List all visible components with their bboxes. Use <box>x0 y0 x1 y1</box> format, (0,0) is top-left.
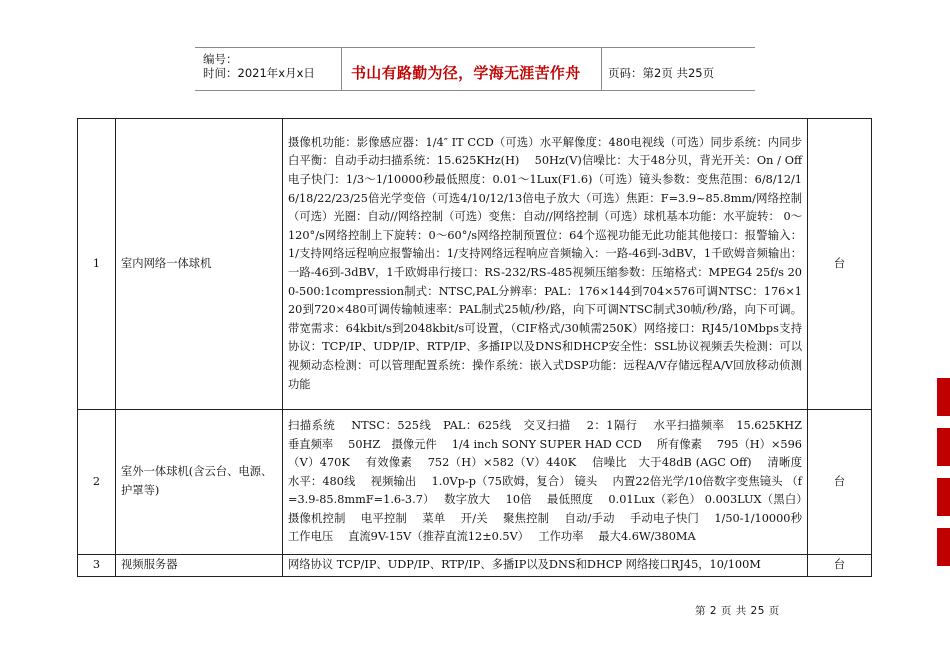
table-row <box>78 410 872 555</box>
item-name: 室外一体球机(含云台、电源、护罩等) <box>116 410 283 555</box>
header-meta <box>203 52 315 80</box>
margin-mark <box>937 528 950 566</box>
header-page-info: 页码：第2页 共25页 <box>608 66 715 80</box>
header-divider-right <box>601 47 602 91</box>
item-name: 室内网络一体球机 <box>116 119 283 410</box>
row-number: 1 <box>78 119 116 410</box>
header-divider-left <box>341 47 342 91</box>
item-name: 视频服务器 <box>116 555 283 577</box>
header-motto: 书山有路勤为径，学海无涯苦作舟 <box>351 64 581 82</box>
item-unit: 台 <box>808 119 872 410</box>
margin-mark <box>937 378 950 416</box>
header-top-rule <box>195 47 755 48</box>
table-row <box>78 555 872 577</box>
date-label: 时间：2021年x月x日 <box>203 66 315 80</box>
row-number: 3 <box>78 555 116 577</box>
row-number: 2 <box>78 410 116 555</box>
item-unit: 台 <box>808 410 872 555</box>
header-bottom-rule <box>195 90 755 91</box>
item-spec: 网络协议 TCP/IP、UDP/IP、RTP/IP、多播IP以及DNS和DHCP 网络接口RJ45，10/100M <box>283 555 808 577</box>
margin-mark <box>937 478 950 516</box>
item-spec: 扫描系统 NTSC：525线 PAL：625线 交叉扫描 2：1隔行 水平扫描频率 15.625KHZ 垂直频率 50HZ 摄像元件 1/4 inch SONY SUPER HAD CCD 所有像素 795（H）×596（V）470K 有效像素 752（H）×582（V）440K 信噪比 大于48dB (AGC Off) 清晰度 水平：480线 视频输出 1.0Vp-p（75欧姆，复合） 镜头 内置22倍光学/10倍数字变焦镜头 （f=3.9-85.8mmF=1.6-3.7） 数字放大 10倍 最低照度 0.01Lux（彩色） 0.003LUX（黑白） 摄像机控制 电平控制 菜单 开/关 聚焦控制 自动/手动 手动电子快门 1/50-1/10000秒工作电压 直流9V-15V（推荐直流12±0.5V） 工作功率 最大4.6W/380MA <box>283 410 808 555</box>
item-spec: 摄像机功能：影像感应器：1/4″ IT CCD（可选）水平解像度：480电视线（可选）同步系统：内同步白平衡：自动手动扫描系统：15.625KHz(H) 50Hz(V)信噪比：大于48分贝，背光开关：On / Off电子快门：1/3～1/10000秒最低照度：0.01～1Lux(F1.6)（可选）镜头参数：变焦范围：6/8/12/16/18/22/23/25倍光学变倍（可选4/10/12/13倍电子放大（可选）焦距：F=3.9~85.8mm/网络控制（可选）光圈：自动//网络控制（可选）变焦：自动//网络控制（可选）球机基本功能：水平旋转： 0～120°/s网络控制上下旋转：0～60°/s网络控制预置位：64个巡视功能无此功能其他接口：报警输入：1/支持网络远程响应报警输出：1/支持网络远程响应音频输入：一路-46到-3dBV，1千欧姆音频输出：一路-46到-3dBV，1千欧姆串行接口：RS-232/RS-485视频压缩参数：压缩格式：MPEG4 25f/s 200-500:1compression制式：NTSC,PAL分辨率：PAL：176×144到704×576可调NTSC：176×120到720×480可调传输帧速率：PAL制式25帧/秒/路，向下可调NTSC制式30帧/秒/路，向下可调。带宽需求：64kbit/s到2048kbit/s可设置，（CIF格式/30帧需250K）网络接口：RJ45/10Mbps支持协议：TCP/IP、UDP/IP、RTP/IP、多播IP以及DNS和DHCP安全性：SSL协议视频丢失检测：可以视频动态检测：可以管理配置系统：操作系统：嵌入式DSP功能：远程A/V存储远程A/V回放移动侦测功能 <box>283 119 808 410</box>
serial-label: 编号： <box>203 52 238 66</box>
item-unit: 台 <box>808 555 872 577</box>
page-footer: 第 2 页 共 25 页 <box>695 605 780 617</box>
equipment-table <box>77 118 872 577</box>
table-row <box>78 119 872 410</box>
margin-mark <box>937 428 950 466</box>
